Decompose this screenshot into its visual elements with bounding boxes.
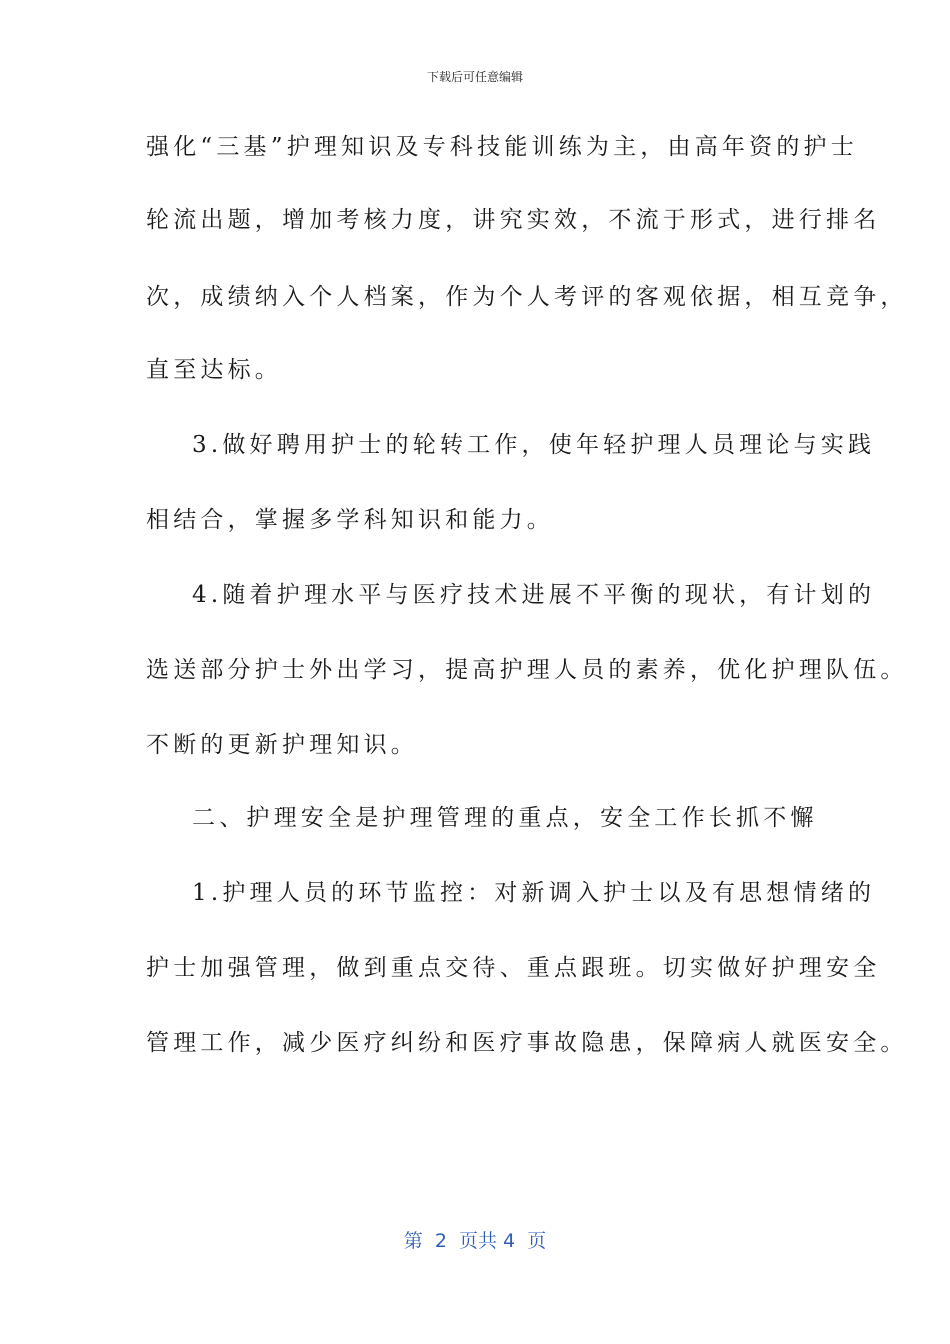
paragraph-line: 次，成绩纳入个人档案，作为个人考评的客观依据，相互竞争， [146,284,908,310]
paragraph-line: 轮流出题，增加考核力度，讲究实效，不流于形式，进行排名 [146,207,881,233]
paragraph-line: 强化“三基”护理知识及专科技能训练为主，由高年资的护士 [146,134,858,160]
list-item-4: 4.随着护理水平与医疗技术进展不平衡的现状，有计划的 [192,582,876,608]
paragraph-line: 管理工作，减少医疗纠纷和医疗事故隐患，保障病人就医安全。 [146,1030,908,1056]
paragraph-line: 选送部分护士外出学习，提高护理人员的素养，优化护理队伍。 [146,657,908,683]
paragraph-line: 不断的更新护理知识。 [146,732,418,758]
paragraph-line: 相结合，掌握多学科知识和能力。 [146,507,554,533]
paragraph-line: 护士加强管理，做到重点交待、重点跟班。切实做好护理安全 [146,955,881,981]
section-heading: 二、护理安全是护理管理的重点，安全工作长抓不懈 [192,805,818,831]
list-item-3: 3.做好聘用护士的轮转工作，使年轻护理人员理论与实践 [192,432,876,458]
page-number: 第 2 页共 4 页 [403,1230,547,1252]
paragraph-line: 直至达标。 [146,357,282,383]
page-header: 下载后可任意编辑 [426,70,523,84]
list-item-1: 1.护理人员的环节监控：对新调入护士以及有思想情绪的 [192,880,876,906]
